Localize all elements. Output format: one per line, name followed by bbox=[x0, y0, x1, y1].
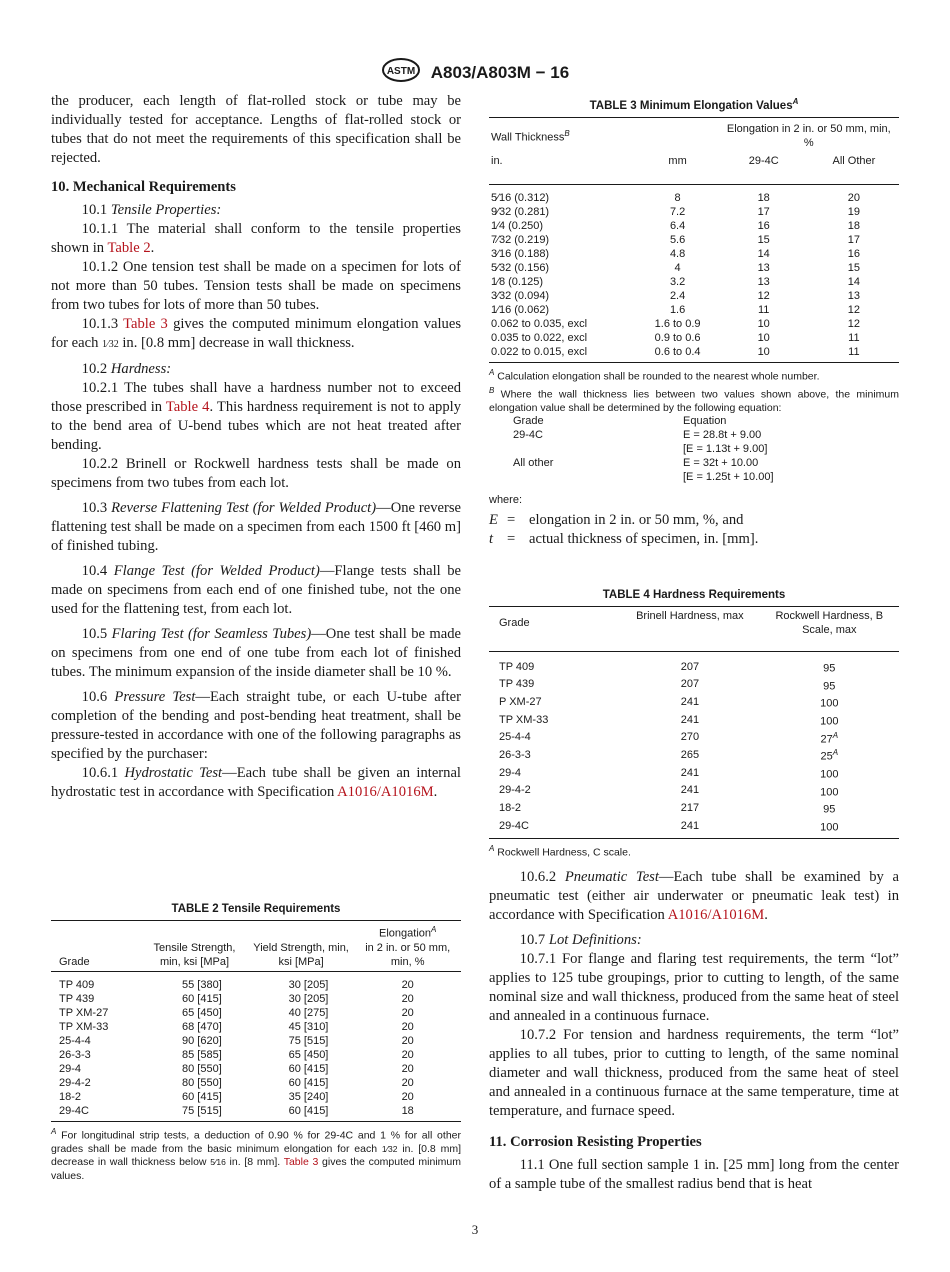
table-3-cell-29-4c: 15 bbox=[757, 233, 770, 246]
table-row bbox=[489, 782, 899, 800]
table-row bbox=[489, 764, 899, 782]
equation-formula: E = 32t + 10.00 bbox=[683, 457, 759, 469]
table-2-cell-tensile: 60 [415] bbox=[182, 992, 222, 1005]
table-row bbox=[489, 233, 899, 247]
where-label: where: bbox=[489, 494, 523, 506]
table-4-cell-brinell: 241 bbox=[680, 696, 700, 709]
table-3-cell-mm: 4.8 bbox=[669, 247, 686, 260]
table-3-cell-29-4c: 10 bbox=[719, 345, 809, 363]
table-2-cell-yield: 60 [415] bbox=[248, 1104, 355, 1122]
table-4-cell-brinell: 241 bbox=[620, 817, 759, 838]
table-row bbox=[489, 219, 899, 233]
table-3-cell-in: 0.022 to 0.015, excl bbox=[489, 345, 637, 363]
table-2-cell-yield: 30 [205] bbox=[288, 992, 329, 1005]
elongation-equations bbox=[489, 414, 899, 484]
table-3-cell-all-other: 12 bbox=[847, 303, 861, 316]
section-11-title: 11. Corrosion Resisting Properties bbox=[489, 1134, 702, 1150]
paragraph-10-4: 10.4 Flange Test (for Welded Product)—Flange tests shall be made on specimens from each end of one finished tube, not the one used for the flattening test, from each lot. bbox=[51, 563, 461, 617]
paragraph-10-1: 10.1 Tensile Properties: bbox=[81, 202, 222, 218]
table-row bbox=[51, 1034, 461, 1048]
variable-definitions bbox=[489, 511, 899, 549]
table-4-cell-rockwell: $25^A$ bbox=[820, 748, 839, 763]
table-4-cell-grade: P XM-27 bbox=[499, 696, 542, 709]
table-row bbox=[489, 817, 899, 838]
table-3-cell-all-other: 15 bbox=[847, 261, 861, 274]
table-3-title: TABLE 3 Minimum Elongation Values$^A$ bbox=[589, 97, 799, 112]
table-3-cell-all-other: 14 bbox=[847, 275, 861, 288]
paragraph-10-6-1: 10.6.1 Hydrostatic Test—Each tube shall be given an internal hydrostatic test in accordance with Specification A1016/A1016M. bbox=[51, 765, 461, 800]
table-row bbox=[51, 1048, 461, 1062]
table-3-cell-in: 5⁄16 (0.312) bbox=[489, 184, 637, 205]
table-3-cell-all-other: 16 bbox=[847, 247, 861, 260]
table-2-cell-grade: 18-2 bbox=[59, 1090, 82, 1103]
table-4-cell-rockwell: $27^A$ bbox=[820, 730, 839, 746]
equation-header-grade: Grade bbox=[513, 415, 544, 427]
table-4-cell-brinell: 217 bbox=[680, 802, 700, 815]
table-2-cell-yield: 75 [515] bbox=[288, 1034, 329, 1047]
table-row bbox=[489, 303, 899, 317]
table-row bbox=[51, 1104, 461, 1122]
table-2-header-grade: Grade bbox=[51, 921, 141, 972]
table-4-cell-brinell: 207 bbox=[680, 678, 700, 691]
table-row bbox=[489, 317, 899, 331]
table-2-cell-grade: 25-4-4 bbox=[59, 1034, 91, 1047]
paragraph-10-2: 10.2 Hardness: bbox=[81, 361, 172, 377]
svg-text:ASTM: ASTM bbox=[386, 66, 415, 77]
variable-row bbox=[489, 511, 899, 530]
table-2-cell-tensile: 60 [415] bbox=[182, 1090, 222, 1103]
table-2-cell-tensile: 85 [585] bbox=[182, 1048, 222, 1061]
table-3-cell-in: 1⁄8 (0.125) bbox=[491, 275, 543, 288]
equation-grade: All other bbox=[513, 457, 554, 469]
table-4-cell-brinell: 241 bbox=[680, 784, 700, 797]
paragraph-10-7: 10.7 Lot Definitions: bbox=[519, 932, 642, 948]
table-3-cell-all-other: 11 bbox=[809, 345, 899, 363]
table-4-title: TABLE 4 Hardness Requirements bbox=[602, 589, 786, 601]
table-2-header-tensile: Tensile Strength, min, ksi [MPa] bbox=[141, 921, 248, 972]
table-2-cell-yield: 60 [415] bbox=[288, 1076, 329, 1089]
paragraph-10-7-2: 10.7.2 For tension and hardness requirements, the term “lot” applies to all tubes, prior to cutting to length, of the same nominal diameter and wall thickness, produced from the same heat of steel and annealed in a continuous furnace at the same temperature, time at temperature, and furnace speed. bbox=[489, 1027, 899, 1119]
variable-symbol: t bbox=[489, 531, 494, 547]
paragraph-10-1-1: 10.1.1 The material shall conform to the tensile properties shown in Table 2. bbox=[51, 221, 461, 256]
table-3-cell-all-other: 18 bbox=[847, 219, 861, 232]
paragraph-11-1: 11.1 One full section sample 1 in. [25 mm] long from the center of a sample tube of the smallest radius bend that is heat bbox=[489, 1157, 899, 1192]
paragraph-10-2-1: 10.2.1 The tubes shall have a hardness number not to exceed those prescribed in Table 4. This hardness requirement is not to apply to the bend area of U-bend tubes which are not heat treated after bending. bbox=[51, 380, 462, 453]
paragraph-10-2-2: 10.2.2 Brinell or Rockwell hardness tests shall be made on specimens from two tubes from each lot. bbox=[51, 456, 461, 491]
table-2-cell-elongation: 20 bbox=[401, 1090, 414, 1103]
table-4-header-brinell: Brinell Hardness, max bbox=[620, 607, 759, 652]
equation-formula: E = 28.8t + 9.00 bbox=[683, 429, 762, 441]
table-2-cell-elongation: 20 bbox=[401, 1062, 414, 1075]
table-4-header-grade: Grade bbox=[489, 607, 620, 652]
table-4-cell-brinell: 241 bbox=[680, 713, 700, 726]
table-3-cell-mm: 2.4 bbox=[669, 289, 686, 302]
table-3-cell-29-4c: 11 bbox=[757, 303, 770, 316]
table-3-cell-29-4c: 10 bbox=[757, 317, 770, 330]
table-2-cell-grade: TP 439 bbox=[59, 992, 95, 1005]
table-3-cell-in: 7⁄32 (0.219) bbox=[491, 233, 550, 246]
equation-formula: [E = 1.13t + 9.00] bbox=[683, 443, 768, 455]
table-3-cell-29-4c: 18 bbox=[719, 184, 809, 205]
table-3-note-b: $^B$ Where the wall thickness lies between two values shown above, the minimum elongation value shall be determined by the following equation: bbox=[489, 385, 899, 414]
table-3-cell-mm: 1.6 bbox=[669, 303, 686, 316]
table-2-cell-tensile: 68 [470] bbox=[182, 1020, 222, 1033]
page-header bbox=[0, 57, 950, 88]
variable-row bbox=[489, 530, 899, 549]
table-3-cell-29-4c: 13 bbox=[757, 261, 770, 274]
table-4-cell-grade: TP 439 bbox=[499, 678, 535, 691]
table-4-cell-rockwell: 100 bbox=[820, 715, 839, 728]
table-4-cell-rockwell: 100 bbox=[820, 697, 839, 710]
table-2-cell-grade: 26-3-3 bbox=[59, 1048, 91, 1061]
table-3-cell-all-other: 13 bbox=[847, 289, 861, 302]
table-row bbox=[51, 971, 461, 992]
paragraph-10-1-3: 10.1.3 Table 3 gives the computed minimum elongation values for each 1⁄32 in. [0.8 mm] decrease in wall thickness. bbox=[51, 316, 462, 351]
table-3-cell-mm: 6.4 bbox=[669, 219, 686, 232]
table-3-cell-29-4c: 17 bbox=[757, 205, 770, 218]
table-4-cell-grade: 26-3-3 bbox=[499, 749, 531, 762]
table-3-cell-in: 5⁄32 (0.156) bbox=[491, 261, 550, 274]
link-table-3[interactable]: Table 3 bbox=[123, 316, 168, 332]
table-2-cell-tensile: 55 [380] bbox=[141, 971, 248, 992]
table-row bbox=[489, 729, 899, 747]
equation-grade: 29-4C bbox=[513, 429, 543, 441]
link-table-2[interactable]: Table 2 bbox=[107, 240, 151, 256]
table-row bbox=[51, 1006, 461, 1020]
table-3-cell-mm: 1.6 to 0.9 bbox=[654, 317, 701, 330]
table-row bbox=[489, 746, 899, 764]
table-3-cell-mm: 0.9 to 0.6 bbox=[654, 331, 701, 344]
table-3 bbox=[489, 95, 899, 415]
table-3-cell-in: 3⁄32 (0.094) bbox=[491, 289, 550, 302]
table-row bbox=[51, 1020, 461, 1034]
paragraph-intro: the producer, each length of flat-rolled stock or tube may be individually tested for acceptance. Lengths of flat-rolled stock or tubes that do not meet the requirements of this specification shall be rejected. bbox=[51, 93, 461, 166]
table-4-note: $^A$ Rockwell Hardness, C scale. bbox=[489, 843, 631, 859]
table-4-cell-grade: 29-4-2 bbox=[499, 784, 531, 797]
table-2-cell-tensile: 90 [620] bbox=[182, 1034, 222, 1047]
table-2-cell-elongation: 20 bbox=[401, 1076, 414, 1089]
table-3-cell-all-other: 20 bbox=[809, 184, 899, 205]
table-row bbox=[489, 289, 899, 303]
table-3-cell-in: 9⁄32 (0.281) bbox=[491, 205, 550, 218]
table-2-cell-grade: TP 409 bbox=[51, 971, 141, 992]
table-2-cell-grade: TP XM-33 bbox=[59, 1020, 109, 1033]
table-row bbox=[489, 676, 899, 694]
table-3-cell-29-4c: 13 bbox=[757, 275, 770, 288]
table-3-cell-29-4c: 14 bbox=[757, 247, 770, 260]
table-2-header-yield: Yield Strength, min, ksi [MPa] bbox=[248, 921, 355, 972]
equation-row bbox=[489, 456, 899, 470]
table-row bbox=[489, 711, 899, 729]
astm-logo-icon bbox=[381, 57, 421, 88]
table-4-cell-rockwell: 95 bbox=[823, 680, 836, 693]
table-row bbox=[51, 1090, 461, 1104]
table-row bbox=[51, 992, 461, 1006]
equation-row bbox=[489, 442, 899, 456]
table-3-cell-all-other: 19 bbox=[847, 205, 861, 218]
table-row bbox=[489, 261, 899, 275]
table-row bbox=[489, 205, 899, 219]
link-table-4[interactable]: Table 4 bbox=[165, 399, 210, 415]
table-3-cell-mm: 3.2 bbox=[669, 275, 686, 288]
table-2-cell-yield: 45 [310] bbox=[288, 1020, 329, 1033]
equation-row bbox=[489, 428, 899, 442]
table-4-cell-rockwell: 100 bbox=[760, 817, 899, 838]
table-3-header-mm: mm bbox=[668, 154, 687, 167]
table-row bbox=[489, 275, 899, 289]
table-row bbox=[489, 693, 899, 711]
table-row bbox=[489, 799, 899, 817]
table-2-cell-elongation: 20 bbox=[401, 1034, 414, 1047]
link-table-3-note[interactable]: Table 3 bbox=[283, 1156, 319, 1169]
paragraph-10-5: 10.5 Flaring Test (for Seamless Tubes)—One test shall be made on specimens from one end of one tube from each lot of finished tubes. The minimum expansion of the inside diameter shall be 10 %. bbox=[51, 626, 461, 680]
table-2-cell-yield: 35 [240] bbox=[288, 1090, 329, 1103]
variable-definition: actual thickness of specimen, in. [mm]. bbox=[529, 531, 759, 547]
equation-grade bbox=[489, 470, 683, 484]
table-2-cell-tensile: 80 [550] bbox=[182, 1076, 222, 1089]
table-2-cell-yield: 65 [450] bbox=[288, 1048, 329, 1061]
table-4-cell-brinell: 265 bbox=[680, 749, 700, 762]
table-2-cell-elongation: 18 bbox=[354, 1104, 461, 1122]
table-4 bbox=[489, 588, 899, 860]
table-4-cell-rockwell: 95 bbox=[823, 803, 836, 816]
table-2-cell-elongation: 20 bbox=[401, 1048, 414, 1061]
section-10-title: 10. Mechanical Requirements bbox=[51, 179, 236, 195]
table-4-cell-brinell: 207 bbox=[620, 652, 759, 676]
table-2 bbox=[51, 902, 461, 1183]
table-row bbox=[51, 1076, 461, 1090]
table-2-title: TABLE 2 Tensile Requirements bbox=[171, 903, 341, 915]
equation-header-equation: Equation bbox=[683, 415, 727, 427]
table-3-cell-mm: 8 bbox=[637, 184, 719, 205]
table-4-header-rockwell: Rockwell Hardness, B Scale, max bbox=[760, 607, 899, 652]
left-column bbox=[51, 92, 461, 802]
paragraph-10-1-2: 10.1.2 One tension test shall be made on a specimen for lots of not more than 50 tubes. Tension tests shall be made on specimens from two tubes for lots of more than 50 tubes. bbox=[51, 259, 461, 313]
table-3-cell-all-other: 12 bbox=[847, 317, 861, 330]
table-3-header-elongation: Elongation in 2 in. or 50 mm, min, % bbox=[719, 117, 899, 152]
table-3-cell-29-4c: 16 bbox=[757, 219, 770, 232]
right-column bbox=[489, 868, 899, 1194]
table-3-header-in: in. bbox=[491, 154, 503, 167]
table-3-cell-mm: 5.6 bbox=[669, 233, 686, 246]
table-4-cell-grade: TP 409 bbox=[489, 652, 620, 676]
table-3-cell-in: 0.035 to 0.022, excl bbox=[491, 331, 588, 344]
variable-equals: = bbox=[507, 531, 516, 547]
table-3-header-all-other: All Other bbox=[832, 154, 876, 167]
paragraph-10-6-2: 10.6.2 Pneumatic Test—Each tube shall be examined by a pneumatic test (either air underwater or pneumatic leak test) in accordance with Specification A1016/A1016M. bbox=[489, 869, 899, 923]
link-a1016[interactable]: A1016/A1016M bbox=[337, 784, 434, 800]
table-2-note: $^A$ For longitudinal strip tests, a deduction of 0.90 % for 29-4C and 1 % for all other grades shall be made from the basic minimum elongation for each 1⁄32 in. [0.8 mm] decrease in wall thickness below 5⁄16 in. [8 mm]. Table 3 gives the computed minimum values. bbox=[51, 1126, 462, 1182]
table-4-cell-grade: 25-4-4 bbox=[499, 731, 531, 744]
table-row bbox=[489, 331, 899, 345]
table-3-header-wall: Wall Thickness$^B$ bbox=[489, 117, 719, 152]
table-3-cell-in: 1⁄4 (0.250) bbox=[491, 219, 543, 232]
equation-grade bbox=[489, 442, 683, 456]
table-3-cell-all-other: 17 bbox=[847, 233, 861, 246]
table-2-cell-yield: 30 [205] bbox=[248, 971, 355, 992]
table-4-cell-grade: TP XM-33 bbox=[499, 713, 549, 726]
paragraph-10-3: 10.3 Reverse Flattening Test (for Welded Product)—One reverse flattening test shall be made on a specimen from each 1500 ft [460 m] of finished tubing. bbox=[51, 500, 462, 554]
table-row bbox=[51, 1062, 461, 1076]
table-3-cell-29-4c: 10 bbox=[757, 331, 770, 344]
table-2-cell-yield: 40 [275] bbox=[288, 1006, 329, 1019]
table-row bbox=[489, 247, 899, 261]
variable-equals: = bbox=[507, 512, 516, 528]
table-2-cell-grade: TP XM-27 bbox=[59, 1006, 109, 1019]
equation-formula: [E = 1.25t + 10.00] bbox=[683, 471, 774, 483]
variable-symbol: E bbox=[489, 512, 498, 528]
table-2-cell-grade: 29-4-2 bbox=[59, 1076, 91, 1089]
link-a1016-pneumatic[interactable]: A1016/A1016M bbox=[667, 907, 765, 923]
table-3-header-29-4c: 29-4C bbox=[748, 154, 779, 167]
table-2-cell-tensile: 80 [550] bbox=[182, 1062, 222, 1075]
table-4-cell-grade: 18-2 bbox=[499, 802, 522, 815]
paragraph-10-6: 10.6 Pressure Test—Each straight tube, or each U-tube after completion of the bending and post-bending heat treatment, shall be pressure-tested in accordance with one of the following paragraphs as specified by the purchaser: bbox=[51, 689, 461, 762]
table-3-note-a: $^A$ Calculation elongation shall be rounded to the nearest whole number. bbox=[489, 367, 820, 383]
table-2-header-elongation: Elongation$^A$ in 2 in. or 50 mm, min, % bbox=[354, 921, 461, 972]
table-3-cell-in: 3⁄16 (0.188) bbox=[491, 247, 550, 260]
table-3-cell-in: 0.062 to 0.035, excl bbox=[491, 317, 588, 330]
table-4-cell-rockwell: 95 bbox=[760, 652, 899, 676]
table-4-cell-grade: 29-4C bbox=[489, 817, 620, 838]
table-2-cell-yield: 60 [415] bbox=[288, 1062, 329, 1075]
table-row bbox=[489, 184, 899, 205]
table-2-cell-elongation: 20 bbox=[401, 1020, 414, 1033]
table-2-cell-grade: 29-4 bbox=[59, 1062, 82, 1075]
table-4-cell-rockwell: 100 bbox=[820, 786, 839, 799]
table-3-cell-all-other: 11 bbox=[848, 331, 860, 344]
table-4-cell-rockwell: 100 bbox=[820, 768, 839, 781]
table-row bbox=[489, 345, 899, 363]
table-2-cell-elongation: 20 bbox=[401, 1006, 414, 1019]
table-3-cell-in: 1⁄16 (0.062) bbox=[491, 303, 550, 316]
table-3-cell-mm: 7.2 bbox=[669, 205, 686, 218]
table-4-cell-grade: 29-4 bbox=[499, 766, 522, 779]
table-2-cell-elongation: 20 bbox=[401, 992, 414, 1005]
table-2-cell-grade: 29-4C bbox=[51, 1104, 141, 1122]
table-3-cell-mm: 4 bbox=[674, 261, 681, 274]
table-2-cell-tensile: 75 [515] bbox=[141, 1104, 248, 1122]
table-3-cell-29-4c: 12 bbox=[757, 289, 770, 302]
table-2-cell-tensile: 65 [450] bbox=[182, 1006, 222, 1019]
table-row bbox=[489, 652, 899, 676]
variable-definition: elongation in 2 in. or 50 mm, %, and bbox=[529, 512, 744, 528]
designation: A803/A803M − 16 bbox=[430, 62, 570, 82]
table-3-cell-mm: 0.6 to 0.4 bbox=[637, 345, 719, 363]
paragraph-10-7-1: 10.7.1 For flange and flaring test requirements, the term “lot” applies to 125 tube groupings, prior to cutting to length, of the same nominal size and wall thickness, produced from the same heat of steel and annealed in a continuous furnace. bbox=[489, 951, 899, 1024]
page-number: 3 bbox=[471, 1222, 479, 1237]
equation-row bbox=[489, 470, 899, 484]
table-4-cell-brinell: 270 bbox=[680, 731, 700, 744]
table-2-cell-elongation: 20 bbox=[354, 971, 461, 992]
table-4-cell-brinell: 241 bbox=[680, 766, 700, 779]
